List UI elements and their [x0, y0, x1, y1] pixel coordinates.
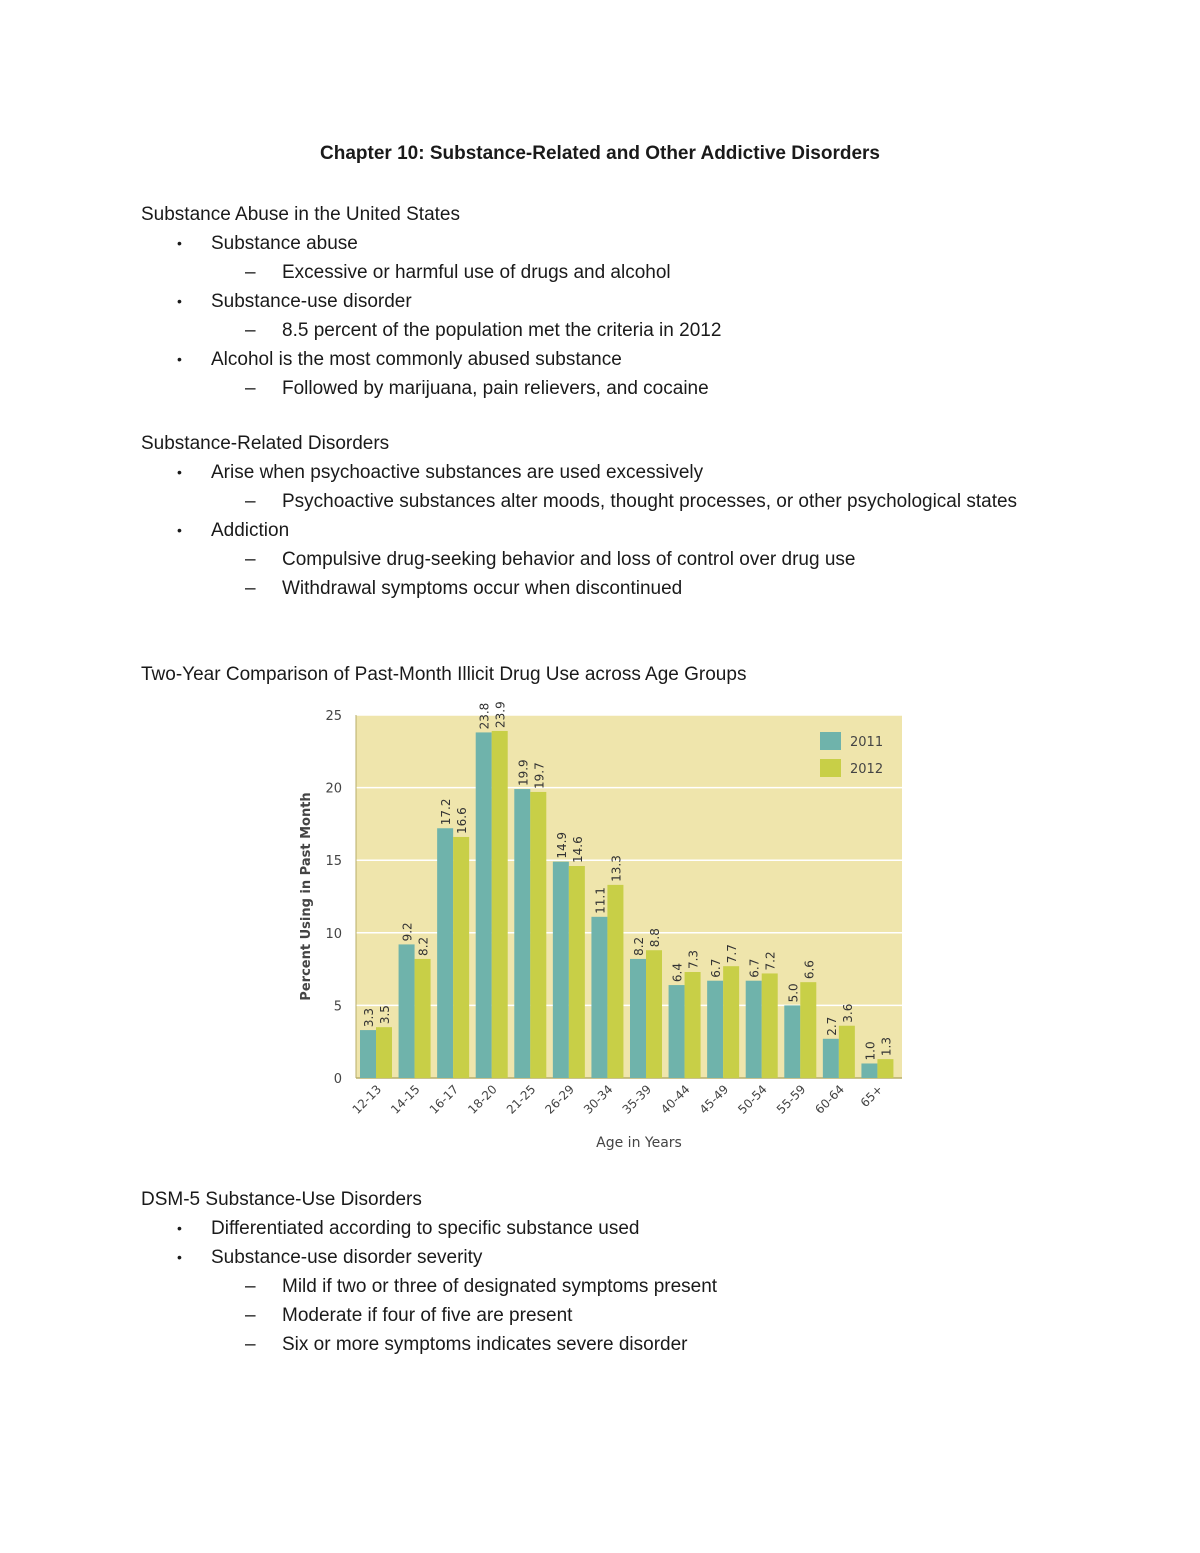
data-label: 19.9	[516, 759, 531, 787]
data-label: 8.2	[632, 936, 646, 956]
sub-item-text: Moderate if four of five are present	[282, 1305, 573, 1326]
bar-2011	[746, 981, 762, 1078]
sub-item	[141, 487, 1081, 516]
y-axis-title: Percent Using in Past Month	[299, 792, 314, 1001]
section-substance-abuse	[141, 200, 1081, 403]
data-label: 3.3	[362, 1007, 376, 1028]
bullet-item	[141, 516, 1081, 545]
legend-label: 2012	[850, 762, 884, 777]
bar-2012	[762, 973, 778, 1078]
bullet-text: Alcohol is the most commonly abused substance	[211, 349, 622, 370]
bar-2012	[646, 950, 662, 1078]
bar-2012	[839, 1026, 855, 1078]
sub-item-text: Six or more symptoms indicates severe disorder	[282, 1334, 688, 1355]
bullet-glyph: •	[177, 351, 182, 367]
bullet-text: Substance abuse	[211, 233, 358, 254]
section-heading: Substance-Related Disorders	[141, 433, 390, 454]
y-tick-label: 25	[325, 709, 342, 724]
bar-2012	[530, 792, 546, 1078]
dash-glyph: –	[245, 549, 256, 570]
y-tick-label: 10	[325, 926, 342, 942]
y-tick-label: 5	[333, 999, 342, 1015]
bar-2012	[492, 731, 508, 1078]
bar-chart	[290, 700, 920, 1160]
bar-2012	[723, 966, 739, 1078]
x-tick-label: 18-20	[465, 1082, 500, 1117]
dash-glyph: –	[245, 1305, 256, 1326]
section-dsm5	[141, 1185, 1081, 1359]
data-label: 16.6	[455, 807, 470, 834]
bullet-item	[141, 287, 1081, 316]
data-label: 19.7	[532, 762, 547, 789]
legend-swatch-2011	[820, 732, 841, 750]
x-tick-label: 21-25	[503, 1082, 539, 1117]
x-tick-label: 40-44	[658, 1082, 693, 1117]
bar-2011	[591, 917, 607, 1078]
dash-glyph: –	[245, 1334, 256, 1355]
bar-2011	[476, 732, 492, 1078]
section-heading: Substance Abuse in the United States	[141, 204, 460, 225]
data-label: 7.7	[725, 944, 740, 964]
x-tick-label: 55-59	[773, 1082, 809, 1117]
bar-2012	[415, 959, 431, 1078]
bar-2012	[877, 1059, 893, 1078]
bar-2011	[514, 789, 530, 1078]
data-label: 3.6	[840, 1003, 855, 1023]
sub-item	[141, 574, 1081, 603]
bullet-glyph: •	[177, 1220, 182, 1236]
x-tick-label: 60-64	[812, 1082, 847, 1117]
data-label: 6.6	[802, 960, 817, 980]
bullet-text: Differentiated according to specific substance used	[211, 1218, 640, 1239]
section-chart-heading	[141, 660, 1081, 689]
data-label: 3.5	[378, 1005, 392, 1025]
bullet-text: Addiction	[211, 520, 290, 541]
bar-2012	[453, 837, 469, 1078]
bullet-glyph: •	[177, 293, 182, 309]
sub-item-text: Withdrawal symptoms occur when discontinued	[282, 578, 683, 599]
data-label: 2.7	[824, 1016, 839, 1036]
x-tick-label: 65+	[857, 1082, 886, 1111]
x-tick-label: 12-13	[349, 1082, 385, 1117]
chart-section-heading: Two-Year Comparison of Past-Month Illicit Drug Use across Age Groups	[141, 664, 747, 685]
data-label: 14.9	[554, 831, 569, 859]
data-label: 11.1	[593, 887, 608, 914]
legend-label: 2011	[850, 735, 884, 750]
sub-item-text: Psychoactive substances alter moods, thought processes, or other psychological states	[282, 491, 1018, 512]
sub-item	[141, 316, 1081, 345]
bullet-text: Arise when psychoactive substances are used excessively	[211, 462, 704, 483]
data-label: 1.3	[879, 1037, 894, 1057]
bar-2011	[784, 1005, 800, 1078]
bullet-text: Substance-use disorder	[211, 291, 412, 312]
sub-item	[141, 1330, 1081, 1359]
data-label: 8.2	[416, 936, 431, 956]
bar-2012	[685, 972, 701, 1078]
data-label: 23.8	[477, 702, 492, 730]
sub-item	[141, 374, 1081, 403]
bar-2011	[823, 1039, 839, 1078]
x-tick-label: 26-29	[542, 1082, 577, 1117]
x-tick-label: 45-49	[696, 1082, 732, 1117]
data-label: 6.7	[747, 958, 762, 978]
bar-2011	[437, 828, 453, 1078]
y-tick-label: 15	[325, 854, 342, 870]
bullet-glyph: •	[177, 235, 182, 251]
bullet-item	[141, 458, 1081, 487]
data-label: 7.3	[686, 949, 701, 970]
bar-2011	[861, 1063, 877, 1078]
dash-glyph: –	[245, 320, 256, 341]
document-title: Chapter 10: Substance-Related and Other Addictive Disorders	[320, 143, 880, 164]
data-label: 14.6	[570, 836, 585, 864]
bar-2011	[553, 862, 569, 1078]
x-tick-label: 16-17	[426, 1082, 462, 1117]
bullet-item	[141, 345, 1081, 374]
data-label: 5.0	[786, 983, 801, 1003]
x-tick-label: 35-39	[619, 1082, 655, 1117]
dash-glyph: –	[245, 491, 256, 512]
dash-glyph: –	[245, 1276, 256, 1297]
y-tick-label: 0	[333, 1072, 342, 1087]
bullet-item	[141, 1214, 1081, 1243]
data-label: 17.2	[439, 798, 454, 826]
sub-item-text: Excessive or harmful use of drugs and alcohol	[282, 262, 671, 283]
dash-glyph: –	[245, 378, 256, 399]
bar-2011	[669, 985, 685, 1078]
bullet-glyph: •	[177, 464, 182, 480]
sub-item-text: Mild if two or three of designated symptoms present	[282, 1276, 718, 1297]
bullet-glyph: •	[177, 522, 182, 538]
x-axis-title: Age in Years	[596, 1135, 682, 1151]
dash-glyph: –	[245, 262, 256, 283]
section-substance-related-disorders	[141, 429, 1081, 603]
data-label: 13.3	[609, 855, 624, 882]
sub-item	[141, 258, 1081, 287]
bar-2012	[569, 866, 585, 1078]
y-tick-label: 20	[325, 781, 342, 797]
bullet-item	[141, 229, 1081, 258]
bar-2011	[630, 959, 646, 1078]
x-tick-label: 50-54	[735, 1082, 770, 1117]
legend-swatch-2012	[820, 759, 841, 777]
data-label: 8.8	[648, 928, 662, 948]
data-label: 9.2	[400, 922, 415, 942]
data-label: 23.9	[493, 701, 508, 728]
sub-item	[141, 1272, 1081, 1301]
data-label: 1.0	[863, 1041, 878, 1061]
bullet-item	[141, 1243, 1081, 1272]
bar-2012	[376, 1027, 392, 1078]
data-label: 6.7	[709, 958, 724, 978]
sub-item	[141, 545, 1081, 574]
dash-glyph: –	[245, 578, 256, 599]
sub-item-text: Compulsive drug-seeking behavior and loss of control over drug use	[282, 549, 856, 570]
bar-2011	[399, 944, 415, 1078]
bullet-text: Substance-use disorder severity	[211, 1247, 483, 1268]
sub-item-text: Followed by marijuana, pain relievers, and cocaine	[282, 378, 709, 399]
x-tick-label: 14-15	[388, 1082, 423, 1117]
section-heading: DSM-5 Substance-Use Disorders	[141, 1189, 422, 1210]
data-label: 7.2	[763, 951, 778, 971]
bar-2011	[707, 981, 723, 1078]
bullet-glyph: •	[177, 1249, 182, 1265]
sub-item	[141, 1301, 1081, 1330]
x-tick-label: 30-34	[580, 1082, 616, 1117]
bar-2012	[800, 982, 816, 1078]
sub-item-text: 8.5 percent of the population met the criteria in 2012	[282, 320, 722, 341]
bar-2012	[607, 885, 623, 1078]
data-label: 6.4	[670, 962, 685, 983]
bar-2011	[360, 1030, 376, 1078]
